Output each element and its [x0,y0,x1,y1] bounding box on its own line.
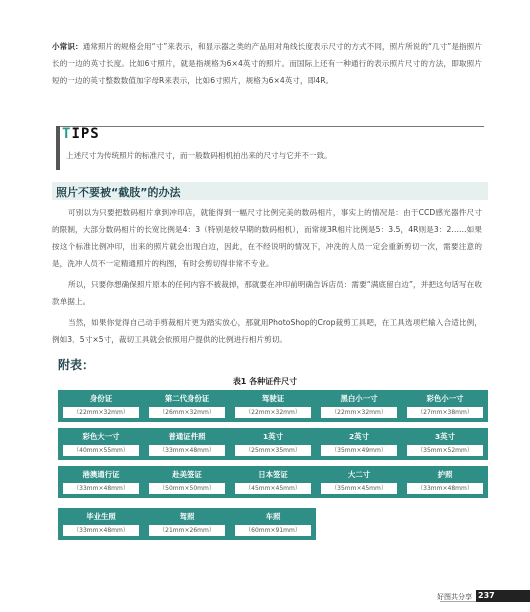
cell-size: （25mm×35mm） [235,445,311,456]
cell-name: 驾驶证 [261,394,285,403]
table-cell [316,466,402,498]
body-paragraph-1: 可别以为只要把数码相片拿到冲印店，就能得到一幅尺寸比例完美的数码相片，事实上的情况是：由于CCD感光器件尺寸的限制，大部分数码相片的长宽比例是4：3（特别是较早期的数码相机），而常规3R相片比例是5：3.5，4R则是3：2……如果按这个标准比例冲印，出来的照片就会出现白边，因此，在不经说明的情况下，冲洗的人员一定会重新剪切一次，需要注意的是，洗冲人员不一定精通照片的构图，有时会剪切得非常不专业。 [52,208,482,268]
cell-name: 大二寸 [347,470,371,479]
cell-size: （33mm×48mm） [149,445,225,456]
cell-name: 车照 [265,512,281,521]
tips-logo [62,126,100,142]
tips-logo-t: T [62,126,72,142]
cell-name: 日本签证 [258,470,288,479]
cell-name: 驾照 [179,512,195,521]
cell-name: 1英寸 [263,432,283,441]
table-cell [144,428,230,460]
cell-size: （35mm×45mm） [321,483,397,494]
cell-name: 赴美签证 [172,470,202,479]
cell-size: （33mm×48mm） [63,483,139,494]
table-cell [230,466,316,498]
table-cell [58,466,144,498]
table-row [58,428,488,460]
body-paragraph-3: 当然，如果你觉得自己动手剪裁相片更为踏实放心，那就用PhotoShop的Crop裁剪工具吧，在工具选项栏输入合适比例，例如3．5寸×5寸，裁切工具就会依照用户提供的比例进行相片剪切。 [52,318,482,344]
table-cell [402,428,488,460]
cell-size: （27mm×38mm） [407,407,483,418]
table-cell [316,428,402,460]
table-cell [230,390,316,422]
cell-name: 黑白小一寸 [340,394,378,403]
cell-size: （33mm×48mm） [63,525,139,536]
cell-name: 港澳通行证 [82,470,120,479]
table-cell [58,390,144,422]
cell-name: 彩色大一寸 [82,432,120,441]
cell-size: （40mm×55mm） [63,445,139,456]
cell-name: 普通证件照 [168,432,206,441]
cell-size: （22mm×32mm） [63,407,139,418]
tips-logo-rest: IPS [71,126,100,142]
cell-name: 3英寸 [435,432,455,441]
cell-name: 身份证 [89,394,113,403]
section-header [52,182,488,200]
cell-size: （60mm×91mm） [235,525,311,536]
table-cell [58,428,144,460]
intro-lead: 小常识： [52,42,83,51]
cell-size: （33mm×48mm） [407,483,483,494]
cell-name: 第二代身份证 [164,394,210,403]
table-cell [316,390,402,422]
table-cell [230,428,316,460]
table-cell [144,390,230,422]
cell-name: 毕业生照 [86,512,116,521]
cell-size: （45mm×45mm） [235,483,311,494]
table-cell [402,466,488,498]
cell-size: （26mm×32mm） [149,407,225,418]
cell-name: 彩色小一寸 [426,394,464,403]
cell-size: （35mm×52mm） [407,445,483,456]
table-cell [144,466,230,498]
table-row [58,390,488,422]
appendix-heading: 附表： [58,358,95,372]
tips-top-rule [56,126,484,127]
cell-name: 护照 [437,470,453,479]
table-cell [230,508,316,540]
section-title: 照片不要被“截肢”的办法 [56,186,181,199]
tips-text: 上述尺寸为传统照片的标准尺寸，而一般数码相机拍出来的尺寸与它并不一致。 [66,151,332,160]
table-caption: 表1 各种证件尺寸 [232,377,298,386]
intro-text: 通常照片的规格会用“寸”来表示，和显示器之类的产品用对角线长度表示尺寸的方式不同，照片所说的“几寸”是指照片长的一边的英寸长度。比如6寸照片，就是指规格为6×4英寸的照片。而国际上还有一种通行的表示照片尺寸的方法，即取照片短的一边的英寸整数数值加字母R来表示，比如6寸照片，规格为6×4英寸，即4R。 [52,42,482,85]
cell-size: （50mm×50mm） [149,483,225,494]
cell-size: （22mm×32mm） [235,407,311,418]
intro-paragraph [52,38,482,89]
cell-size: （21mm×26mm） [149,525,225,536]
table-row [58,466,488,498]
footer-label: 好图共分享 [437,593,472,601]
page-number: 237 [476,590,530,602]
body-paragraph-2: 所以，只要你想确保照片原本的任何内容不被裁掉，那就要在冲印前明确告诉店员：需要“满底留白边”，并把这句话写在收款单据上。 [52,280,482,306]
cell-size: （35mm×49mm） [321,445,397,456]
tips-side-bar [56,126,60,170]
tips-box [52,124,488,174]
cell-name: 2英寸 [349,432,369,441]
table-cell [402,390,488,422]
table-cell [144,508,230,540]
table-row [58,508,316,540]
cell-size: （22mm×32mm） [321,407,397,418]
table-cell [58,508,144,540]
